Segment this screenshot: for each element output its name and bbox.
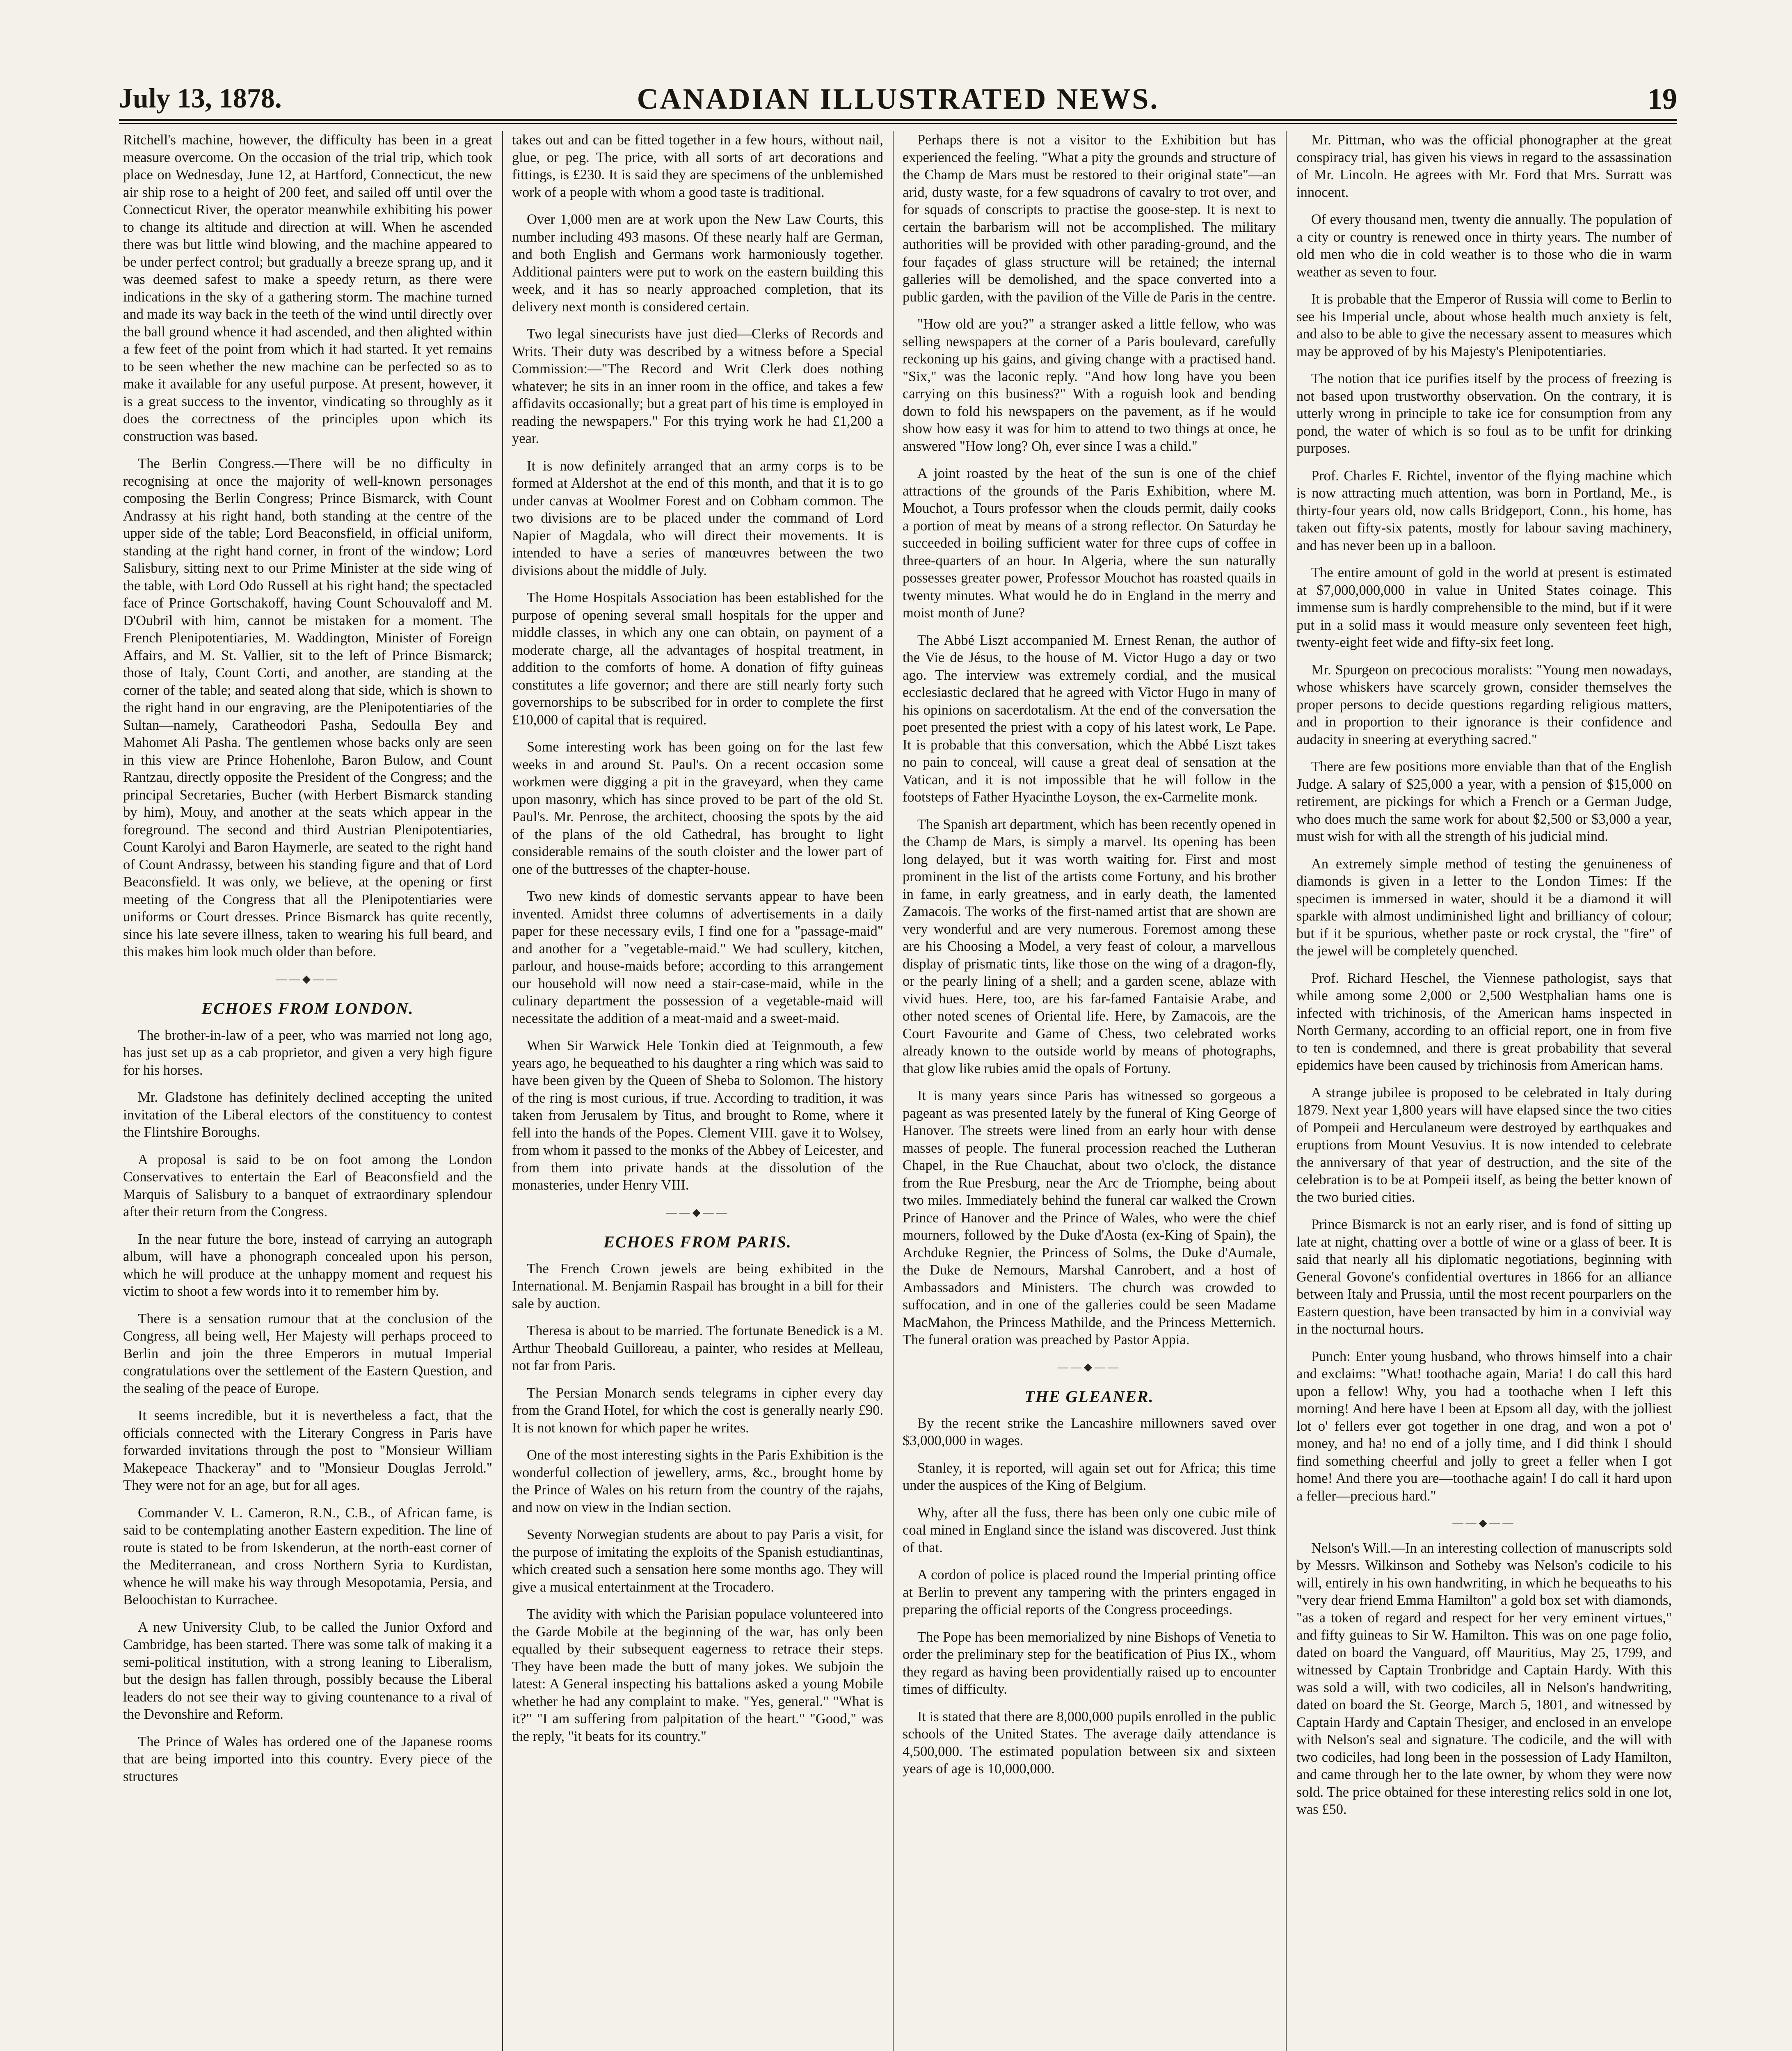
page-number: 19 [1648, 82, 1677, 115]
article-paragraph: When Sir Warwick Hele Tonkin died at Teignmouth, a few years ago, he bequeathed to his daughter a ring which was said to have been given by the Queen of Sheba to Solomon. The history of the ring is most curious, if true. According to tradition, it was taken from Jerusalem by Titus, and brought to Rome, where it fell into the hands of the Popes. Clement VIII. gave it to Wolsey, from whom it passed to the monks of the Abbey of Leicester, and from them into private hands at the dissolution of the monasteries, under Henry VIII. [512, 1038, 883, 1193]
section-ornament: ——◆—— [1452, 1517, 1516, 1529]
article-paragraph: Stanley, it is reported, will again set out for Africa; this time under the auspices of the King of Belgium. [903, 1460, 1276, 1493]
column-divider [1286, 131, 1287, 2051]
article-paragraph: The entire amount of gold in the world at present is estimated at $7,000,000,000 in value in United States coinage. This immense sum is hardly comprehensible to the mind, but if it were put in a solid mass it would measure only seventeen feet high, twenty-eight feet wide and fifty-six feet long. [1296, 565, 1672, 650]
section-ornament: ——◆—— [276, 973, 339, 985]
page-header [119, 82, 1677, 119]
article-paragraph: It is probable that the Emperor of Russia will come to Berlin to see his Imperial uncle, about whose health much anxiety is felt, and also to be able to give the necessary assent to measures which may be approved of by his Majesty's Plenipotentiaries. [1296, 291, 1672, 359]
issue-date: July 13, 1878. [119, 82, 282, 114]
article-paragraph: Perhaps there is not a visitor to the Exhibition but has experienced the feeling. "What a pity the grounds and structure of the Champ de Mars must be restored to their original state"—an arid, dusty waste, for a few squadrons of cavalry to trot over, and for squads of conscripts to practise the goose-step. It is next to certain the barbarism will not be accomplished. The military authorities will be provided with other parading-ground, and the four façades of glass structure will be retained; the internal galleries will be demolished, and the space converted into a public garden, with the pavilion of the Ville de Paris in the centre. [903, 132, 1276, 305]
article-paragraph: A joint roasted by the heat of the sun is one of the chief attractions of the grounds of the Paris Exhibition, where M. Mouchot, a Tours professor when the clouds permit, daily cooks a portion of meat by means of a strong reflector. On Saturday he succeeded in boiling sufficient water for three cups of coffee in three-quarters of an hour. In Algeria, where the sun naturally possesses greater power, Professor Mouchot has roasted quails in twenty minutes. What would he do in England in the merry and moist month of June? [903, 466, 1276, 621]
column-1 [123, 131, 492, 2051]
article-paragraph: The avidity with which the Parisian populace volunteered into the Garde Mobile at the beginning of the war, has only been equalled by their subsequent eagerness to retrace their steps. They have been made the butt of many jokes. We subjoin the latest: A General inspecting his battalions asked a young Mobile whether he had any complaint to make. "Yes, general." "What is it?" "I am suffering from palpitation of the heart." "Good," was the reply, "it beats for its country." [512, 1606, 883, 1744]
section-heading: THE GLEANER. [1024, 1387, 1154, 1406]
column-3 [903, 131, 1276, 2051]
article-paragraph: A strange jubilee is proposed to be celebrated in Italy during 1879. Next year 1,800 years will have elapsed since the two cities of Pompeii and Herculaneum were destroyed by earthquakes and eruptions from Mount Vesuvius. It is now intended to celebrate the anniversary of that year of destruction, and the site of the celebration is to be at Pompeii itself, as being the better known of the two buried cities. [1296, 1085, 1672, 1205]
masthead-title: CANADIAN ILLUSTRATED NEWS. [637, 82, 1159, 115]
article-paragraph: Some interesting work has been going on for the last few weeks in and around St. Paul's. On a recent occasion some workmen were digging a pit in the graveyard, when they came upon masonry, which has since proved to be part of the old St. Paul's. Mr. Penrose, the architect, choosing the spots by the aid of the plans of the old Cathedral, has brought to light considerable remains of the south cloister and the lower part of one of the buttresses of the chapter-house. [512, 739, 883, 877]
article-paragraph: Ritchell's machine, however, the difficulty has been in a great measure overcome. On the occasion of the trial trip, which took place on Wednesday, June 12, at Hartford, Connecticut, the new air ship rose to a height of 200 feet, and sailed off until over the Connecticut River, the operator meanwhile exhibiting his power to change its altitude and direction at will. When he ascended there was but little wind blowing, and the machine appeared to be under perfect control; but gradually a breeze sprang up, and it was deemed safest to make a speedy return, as there were indications in the sky of a gathering storm. The machine turned and made its way back in the teeth of the wind until directly over the ball ground whence it had ascended, and then alighted within a few feet of the point from which it had started. It yet remains to be seen whether the new machine can be perfected so as to make it available for any useful purpose. At present, however, it is a great success to the inventor, vindicating so throughly as it does the correctness of the principles upon which its construction was based. [123, 132, 492, 444]
column-divider [502, 131, 503, 2051]
article-paragraph: A cordon of police is placed round the Imperial printing office at Berlin to prevent any tampering with the printers engaged in preparing the official reports of the Congress proceedings. [903, 1567, 1276, 1617]
section-heading: ECHOES FROM LONDON. [201, 999, 414, 1018]
article-paragraph: The Persian Monarch sends telegrams in cipher every day from the Grand Hotel, for which the cost is generally nearly £90. It is not known for which paper he writes. [512, 1385, 883, 1436]
article-paragraph: Prof. Richard Heschel, the Viennese pathologist, says that while among some 2,000 or 2,500 Westphalian hams one is infected with trichinosis, of the American hams inspected in North Germany, according to an official report, one in from five to ten is condemned, and there is great probability that several epidemics have been caused by trichinosis from American hams. [1296, 970, 1672, 1073]
article-paragraph: Two legal sinecurists have just died—Clerks of Records and Writs. Their duty was described by a witness before a Special Commission:—"The Record and Writ Clerk does nothing whatever; he sits in an inner room in the office, and takes a few affidavits occasionally; but a great part of his time is employed in reading the newspapers." For this trying work he had £1,200 a year. [512, 326, 883, 446]
article-paragraph: The Home Hospitals Association has been established for the purpose of opening several small hospitals for the upper and middle classes, in which any one can obtain, on payment of a moderate charge, all the advantages of hospital treatment, in addition to the comforts of home. A donation of fifty guineas constitutes a life governor; and there are still nearly forty such governorships to be subscribed for in order to complete the first £10,000 of capital that is required. [512, 590, 883, 728]
article-paragraph: Mr. Spurgeon on precocious moralists: "Young men nowadays, whose whiskers have scarcely grown, consider themselves the proper persons to decide questions regarding religious matters, and in proportion to their ignorance is their confidence and audacity in sneering at everything sacred." [1296, 662, 1672, 747]
article-paragraph: takes out and can be fitted together in a few hours, without nail, glue, or peg. The price, with all sorts of art decorations and fittings, is £230. It is said they are specimens of the unblemished work of a people with whom a good taste is traditional. [512, 132, 883, 200]
article-paragraph: Punch: Enter young husband, who throws himself into a chair and exclaims: "What! toothache again, Maria! I do call this hard upon a fellow! Why, you had a toothache when I left this morning! And here have I been at Epsom all day, with the jolliest lot o' fellers ever got together in one drag, and won a pot o' money, and ha! no end of a jolly time, and I did think I should find something cheerful and jolly to greet a feller when I got home! And there you are—toothache again! I do call it hard upon a feller—precious hard." [1296, 1348, 1672, 1504]
article-paragraph: The Prince of Wales has ordered one of the Japanese rooms that are being imported into this country. Every piece of the structures [123, 1734, 492, 1784]
column-2 [512, 131, 883, 2051]
article-paragraph: There is a sensation rumour that at the conclusion of the Congress, all being well, Her Majesty will perhaps proceed to Berlin and join the three Emperors in mutual Imperial congratulations over the settlement of the Eastern Question, and the sealing of the peace of Europe. [123, 1311, 492, 1396]
article-paragraph: The brother-in-law of a peer, who was married not long ago, has just set up as a cab proprietor, and given a very high figure for his horses. [123, 1027, 492, 1078]
article-paragraph: It is stated that there are 8,000,000 pupils enrolled in the public schools of the United States. The average daily attendance is 4,500,000. The estimated population between six and sixteen years of age is 10,000,000. [903, 1708, 1276, 1777]
article-paragraph: Theresa is about to be married. The fortunate Benedick is a M. Arthur Theobald Guilloreau, a painter, who resides at Melleau, not far from Paris. [512, 1323, 883, 1373]
article-paragraph: Of every thousand men, twenty die annually. The population of a city or country is renewed once in thirty years. The number of old men who die in cold weather is to those who die in warm weather as seven to four. [1296, 212, 1672, 280]
article-paragraph: Nelson's Will.—In an interesting collection of manuscripts sold by Messrs. Wilkinson and Sotheby was Nelson's codicile to his will, entirely in his own handwriting, in which he bequeaths to his "very dear friend Emma Hamilton" a gold box set with diamonds, "as a token of regard and respect for her very eminent virtues," and fifty guineas to Sir W. Hamilton. This was on one page folio, dated on board the Vanguard, off Mauritius, May 25, 1799, and witnessed by Captain Tronbridge and Captain Hardy. With this was sold a will, with two codiciles, all in Nelson's handwriting, dated on board the St. George, March 5, 1801, and witnessed by Captain Hardy and Captain Thesiger, and enclosed in an envelope with Nelson's seal and signature. The codicile, and the will with two codiciles, had long been in the possession of Lady Hamilton, and came through her to the late owner, by whom they were now sold. The price obtained for these interesting relics sold in one lot, was £50. [1296, 1540, 1672, 1817]
article-paragraph: The Berlin Congress.—There will be no difficulty in recognising at once the majority of well-known personages composing the Berlin Congress; Prince Bismarck, with Count Andrassy at his right hand, both standing at the centre of the upper side of the table; Lord Beaconsfield, in official uniform, standing at the right hand corner, in front of the window; Lord Salisbury, sitting next to our Prime Minister at the side wing of the table, with Lord Odo Russell at his right hand; the spectacled face of Prince Gortschakoff, having Count Schouvaloff and M. D'Oubril with him, cannot be mistaken for a moment. The French Plenipotentiaries, M. Waddington, Minister of Foreign Affairs, and M. St. Vallier, sit to the left of Prince Bismarck; those of Italy, Count Corti, and another, are standing at the corner of the table; and seated along that side, which is shown to the right hand in our engraving, are the Plenipotentiaries of the Sultan—namely, Caratheodori Pasha, Sedoulla Bey and Mahomet Ali Pasha. The gentlemen whose backs only are seen in this view are Prince Hohenlohe, Baron Bulow, and Count Rantzau, directly opposite the President of the Congress; and the principal Secretaries, Bucher (with Herbert Bismarck standing by him), Mouy, and another at the seats which appear in the foreground. The second and third Austrian Plenipotentiaries, Count Karolyi and Baron Haymerle, are seated to the right hand of Count Andrassy, between his standing figure and that of Lord Beaconsfield. It was only, we believe, at the opening or first meeting of the Congress that all the Plenipotentiaries were uniforms or Court dresses. Prince Bismarck has quite recently, since his late severe illness, taken to wearing his full beard, and this makes him look much older than before. [123, 456, 492, 959]
article-paragraph: In the near future the bore, instead of carrying an autograph album, will have a phonograph concealed upon his person, which he will produce at the unhappy moment and request his victim to shoot a few words into it to remember him by. [123, 1231, 492, 1299]
article-paragraph: It is now definitely arranged that an army corps is to be formed at Aldershot at the end of this month, and that it is to go under canvas at Woolmer Forest and on Cobham common. The two divisions are to be placed under the command of Lord Napier of Magdala, who will direct their movements. It is intended to have a series of manœuvres between the two divisions about the middle of July. [512, 458, 883, 578]
column-divider [893, 131, 894, 2051]
article-paragraph: By the recent strike the Lancashire millowners saved over $3,000,000 in wages. [903, 1415, 1276, 1448]
article-paragraph: It seems incredible, but it is nevertheless a fact, that the officials connected with the Literary Congress in Paris have forwarded invitations through the post to "Monsieur William Makepeace Thackeray" and to "Monsieur Douglas Jerrold." They were not for an age, but for all ages. [123, 1408, 492, 1493]
article-paragraph: Prof. Charles F. Richtel, inventor of the flying machine which is now attracting much attention, was born in Portland, Me., is thirty-four years old, now calls Bridgeport, Conn., his home, has taken out fifty-six patents, mostly for labour saving machinery, and has never been up in a balloon. [1296, 468, 1672, 553]
article-paragraph: An extremely simple method of testing the genuineness of diamonds is given in a letter to the London Times: If the specimen is immersed in water, should it be a diamond it will sparkle with almost undiminished light and brilliancy of colour; but if it be spurious, whether paste or rock crystal, the "fire" of the jewel will be completely quenched. [1296, 856, 1672, 959]
section-heading: ECHOES FROM PARIS. [603, 1233, 792, 1251]
article-paragraph: It is many years since Paris has witnessed so gorgeous a pageant as was presented lately by the funeral of King George of Hanover. The streets were lined from an early hour with dense masses of people. The funeral procession reached the Lutheran Chapel, in the Rue Chauchat, about two o'clock, the distance from the Rue Presburg, near the Arc de Triomphe, being about two miles. Immediately behind the funeral car walked the Crown Prince of Hanover and the Prince of Wales, who were the chief mourners, followed by the Duke d'Aosta (ex-King of Spain), the Archduke Regnier, the Princess of Solms, the Duke d'Aumale, the Duke de Nemours, Marshal Canrobert, and a host of Ambassadors and Ministers. The church was crowded to suffocation, and in one of the galleries could be seen Madame MacMahon, the Princess Mathilde, and the Princess Metternich. The funeral oration was preached by Pastor Appia. [903, 1088, 1276, 1348]
article-paragraph: Prince Bismarck is not an early riser, and is fond of sitting up late at night, chatting over a bottle of wine or a glass of beer. It is said that nearly all his diplomatic negotiations, beginning with General Govone's confidential overtures in 1866 for an alliance between Italy and Prussia, until the most recent pourparlers on the Eastern question, have been transacted by him in a convivial way in the nocturnal hours. [1296, 1217, 1672, 1337]
article-paragraph: "How old are you?" a stranger asked a little fellow, who was selling newspapers at the corner of a Paris boulevard, carefully reckoning up his gains, and giving change with a practised hand. "Six," was the laconic reply. "And how long have you been carrying on this business?" With a roguish look and bending down to fold his newspapers on the pavement, as if he would show how easy it was for him to attend to two things at once, he answered "How long? Oh, ever since I was a child." [903, 316, 1276, 454]
article-paragraph: The Pope has been memorialized by nine Bishops of Venetia to order the preliminary step for the beatification of Pius IX., whom they regard as having been providentially raised up to encounter times of difficulty. [903, 1629, 1276, 1697]
article-paragraph: Why, after all the fuss, there has been only one cubic mile of coal mined in England since the island was discovered. Just think of that. [903, 1505, 1276, 1555]
article-paragraph: There are few positions more enviable than that of the English Judge. A salary of $25,000 a year, with a pension of $15,000 on retirement, are pickings for which a French or a German Judge, who does much the same work for about $2,500 or $3,000 a year, must wish for with all the strength of his judicial mind. [1296, 759, 1672, 844]
article-paragraph: The French Crown jewels are being exhibited in the International. M. Benjamin Raspail has brought in a bill for their sale by auction. [512, 1261, 883, 1311]
article-paragraph: Mr. Gladstone has definitely declined accepting the united invitation of the Liberal electors of the constituency to contest the Flintshire Boroughs. [123, 1089, 492, 1140]
column-4 [1296, 131, 1672, 2051]
article-paragraph: Commander V. L. Cameron, R.N., C.B., of African fame, is said to be contemplating another Eastern expedition. The line of route is stated to be from Iskenderun, at the north-east corner of the Mediterranean, and cross Northern Syria to Kurdistan, whence he will make his way through Mesopotamia, Persia, and Beloochistan to Kurrachee. [123, 1505, 492, 1608]
article-paragraph: Mr. Pittman, who was the official phonographer at the great conspiracy trial, has given his views in regard to the assassination of Mr. Lincoln. He agrees with Mr. Ford that Mrs. Surratt was innocent. [1296, 132, 1672, 200]
section-ornament: ——◆—— [1058, 1361, 1121, 1373]
article-paragraph: One of the most interesting sights in the Paris Exhibition is the wonderful collection of jewellery, arms, &c., brought home by the Prince of Wales on his return from the country of the rajahs, and now on view in the Indian section. [512, 1447, 883, 1515]
article-paragraph: Seventy Norwegian students are about to pay Paris a visit, for the purpose of imitating the exploits of the Spanish estudiantinas, which created such a sensation here some months ago. They will give a musical entertainment at the Trocadero. [512, 1527, 883, 1595]
article-paragraph: The Abbé Liszt accompanied M. Ernest Renan, the author of the Vie de Jésus, to the house of M. Victor Hugo a day or two ago. The interview was extremely cordial, and the musical ecclesiastic declared that he agreed with Victor Hugo in many of his opinions on sacerdotalism. At the end of the conversation the poet presented the priest with a copy of his latest work, Le Pape. It is probable that this conversation, which the Abbé Liszt takes no pain to conceal, will cause a great deal of sensation at the Vatican, and it is not impossible that he will follow in the footsteps of Father Hyacinthe Loyson, the ex-Carmelite monk. [903, 632, 1276, 805]
article-paragraph: The notion that ice purifies itself by the process of freezing is not based upon trustworthy observation. On the contrary, it is utterly wrong in principle to take ice for consumption from any pond, the water of which is so foul as to be unfit for drinking purposes. [1296, 371, 1672, 456]
section-ornament: ——◆—— [666, 1206, 729, 1218]
article-paragraph: A new University Club, to be called the Junior Oxford and Cambridge, has been started. There was some talk of making it a semi-political institution, with a strong leaning to Liberalism, but the design has fallen through, possibly because the Liberal leaders do not see their way to giving countenance to a rival of the Devonshire and Reform. [123, 1619, 492, 1722]
article-paragraph: Two new kinds of domestic servants appear to have been invented. Amidst three columns of advertisements in a daily paper for these necessary evils, I find one for a "passage-maid" and another for a "vegetable-maid." We had scullery, kitchen, parlour, and house-maids before; according to this arrangement our household will now need a stair-case-maid, while in the culinary department the possession of a vegetable-maid will necessitate the addition of a meat-maid and a sweet-maid. [512, 888, 883, 1026]
header-rule-thin [119, 123, 1677, 124]
header-rule [119, 119, 1677, 121]
article-paragraph: The Spanish art department, which has been recently opened in the Champ de Mars, is simply a marvel. Its opening has been long delayed, but it was worth waiting for. First and most prominent in the list of the artists come Fortuny, and his brother in fame, in early greatness, and in early death, the lamented Zamacois. The works of the first-named artist that are shown are very wonderful and are very numerous. Foremost among these are his Choosing a Model, a very feast of colour, a marvellous display of prismatic tints, like those on the wing of a dragon-fly, or the pearly lining of a shell; and a garden scene, ablaze with vivid hues. Here, too, are his far-famed Fantaisie Arabe, and other noted scenes of Oriental life. Here, by Zamacois, are the Court Favourite and Game of Chess, two celebrated works already known to the outside world by means of photographs, that glow like rubies amid the opals of Fortuny. [903, 816, 1276, 1076]
article-paragraph: Over 1,000 men are at work upon the New Law Courts, this number including 493 masons. Of these nearly half are German, and both English and Germans work harmoniously together. Additional painters were put to work on the eastern building this week, and it has so nearly approached completion, that its delivery next month is considered certain. [512, 212, 883, 315]
article-paragraph: A proposal is said to be on foot among the London Conservatives to entertain the Earl of Beaconsfield and the Marquis of Salisbury to a banquet of extraordinary splendour after their return from the Congress. [123, 1151, 492, 1220]
